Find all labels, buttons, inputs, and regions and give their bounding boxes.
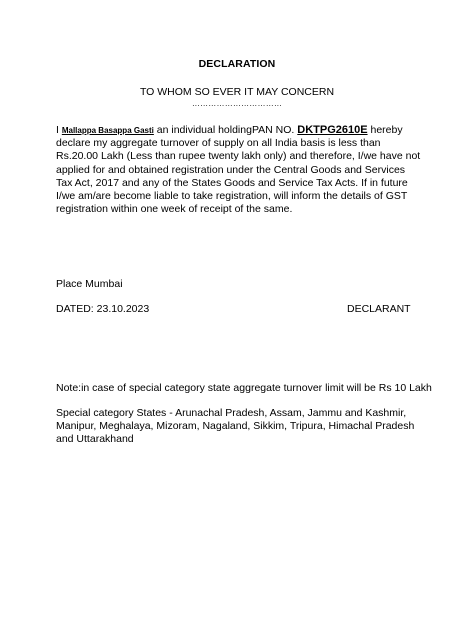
addressee-line: TO WHOM SO EVER IT MAY CONCERN	[139, 86, 335, 98]
dotted-separator: ……………………………	[191, 99, 283, 108]
special-states-paragraph: Special category States - Arunachal Pradesh, Assam, Jammu and Kashmir, Manipur, Meghalaya, Mizoram, Nagaland, Sikkim, Tripura, Himachal Pradesh and Uttarakhand	[56, 407, 415, 446]
document-title: DECLARATION	[198, 58, 276, 70]
body-prefix: I	[56, 124, 62, 136]
note-line: Note:in case of special category state aggregate turnover limit will be Rs 10 Lakh	[56, 382, 432, 394]
pan-number: DKTPG2610E	[297, 124, 368, 136]
date-line: DATED: 23.10.2023	[56, 303, 150, 315]
declarant-name: Mallappa Basappa Gasti	[61, 126, 154, 135]
body-rest: hereby declare my aggregate turnover of supply on all India basis is less than Rs.20.00 Lakh (Less than rupee twenty lakh only) and therefore, I/we have not applied for and obtained registration under the Central Goods and Services Tax Act, 2017 and any of the States Goods and Service Tax Acts. If in future I/we am/are become liable to take registration, will inform the details of GST registration within one week of receipt of the same.	[56, 124, 421, 216]
declarant-label: DECLARANT	[347, 303, 411, 315]
place-line: Place Mumbai	[56, 278, 123, 290]
body-after-name: an individual holdingPAN NO.	[153, 124, 298, 136]
declaration-body	[56, 124, 424, 216]
